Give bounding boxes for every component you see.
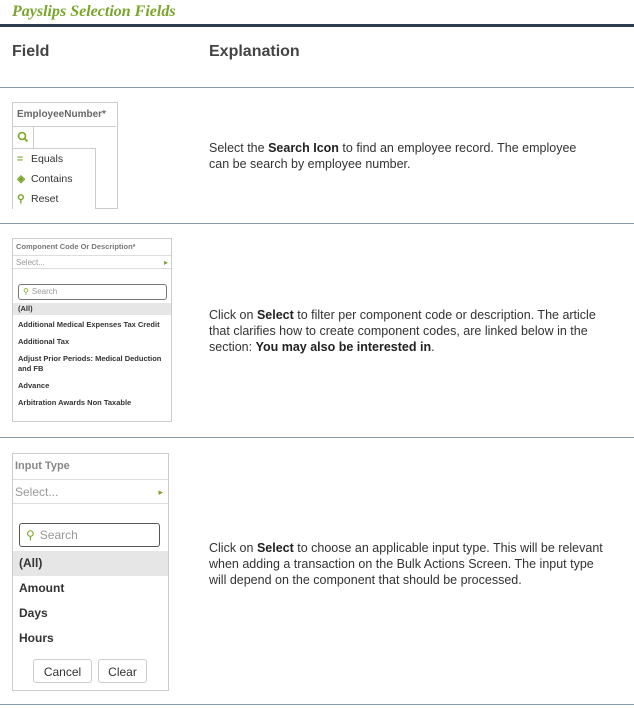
menu-item-reset[interactable]: ⚲ Reset — [13, 189, 95, 209]
component-code-label: Component Code Or Description* — [16, 242, 136, 251]
list-item[interactable]: Hours — [19, 631, 54, 645]
row1-explanation: Select the Search Icon to find an employee record. The employee can be search by employee number. — [209, 141, 577, 171]
filter-menu — [13, 148, 96, 209]
list-item[interactable]: (All) — [13, 303, 171, 315]
search-icon: ⚲ — [17, 193, 25, 205]
list-item[interactable]: Additional Tax — [18, 337, 70, 346]
clear-button[interactable]: Clear — [98, 659, 147, 683]
row-divider — [0, 437, 634, 438]
input-type-search-input[interactable]: ⚲ Search — [19, 523, 160, 547]
search-icon: ⚲ — [23, 287, 29, 296]
contains-icon: ◈ — [17, 173, 26, 185]
row-divider — [0, 704, 634, 705]
chevron-right-icon: ▸ — [163, 258, 168, 267]
employee-number-field-screenshot — [12, 102, 118, 209]
search-icon — [13, 126, 33, 148]
cancel-button[interactable]: Cancel — [33, 659, 92, 683]
search-icon: ⚲ — [26, 528, 35, 542]
list-item[interactable]: Amount — [19, 581, 65, 595]
row-divider — [0, 87, 634, 88]
list-item[interactable]: Additional Medical Expenses Tax Credit — [18, 320, 160, 329]
component-search-input[interactable]: ⚲ Search — [18, 284, 167, 300]
equals-icon: = — [17, 153, 24, 165]
input-type-label: Input Type — [15, 460, 70, 472]
component-code-select[interactable]: Select... ▸ — [13, 255, 171, 269]
row3-explanation: Click on Select to choose an applicable input type. This will be relevant when adding a transaction on the Bulk Actions Screen. The input type will depend on the component that should be processed. — [209, 541, 603, 587]
input-type-field-screenshot — [12, 453, 169, 691]
row2-explanation: Click on Select to filter per component code or description. The article that clarifies how to create component codes, are linked below in the section: You may also be interested in. — [209, 308, 596, 354]
input-type-select[interactable]: Select... ▸ — [13, 479, 168, 504]
list-item[interactable]: (All) — [13, 551, 168, 576]
chevron-right-icon: ▸ — [158, 487, 163, 497]
menu-item-equals[interactable]: = Equals — [13, 149, 95, 169]
component-code-field-screenshot — [12, 238, 172, 422]
field-column-header: Field — [12, 43, 50, 60]
list-item[interactable]: Arbitration Awards Non Taxable — [18, 398, 132, 407]
row-divider — [0, 223, 634, 224]
input-type-options-list — [13, 551, 168, 651]
search-button[interactable] — [13, 126, 34, 148]
title-divider — [0, 24, 634, 27]
page-title: Payslips Selection Fields — [12, 3, 176, 20]
list-item[interactable]: Advance — [18, 381, 50, 390]
list-item[interactable]: Days — [19, 606, 48, 620]
explanation-column-header: Explanation — [209, 43, 300, 60]
component-options-list — [13, 303, 171, 409]
menu-item-contains[interactable]: ◈ Contains — [13, 169, 95, 189]
employee-number-label: EmployeeNumber* — [17, 109, 106, 120]
list-item[interactable]: Adjust Prior Periods: Medical Deduction and FB — [18, 354, 162, 373]
